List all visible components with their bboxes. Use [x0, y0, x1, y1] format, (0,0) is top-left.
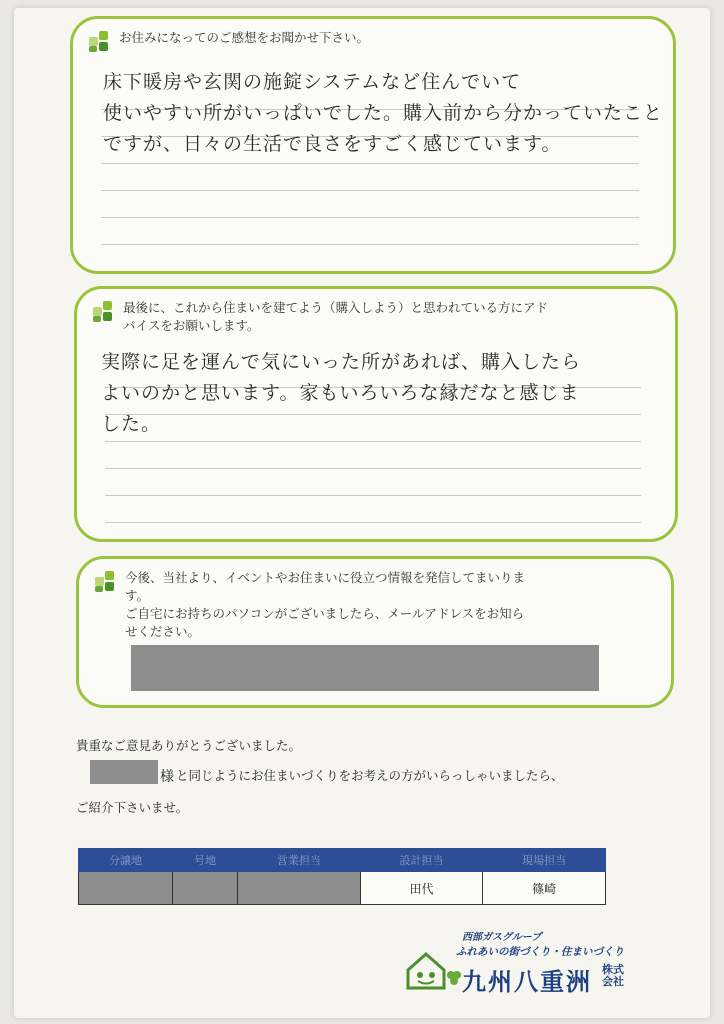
- header-site: 現場担当: [483, 849, 606, 872]
- lot-number-cell: [172, 872, 237, 905]
- design-staff-cell: 田代: [360, 872, 483, 905]
- company-suffix: 株式会社: [602, 963, 624, 988]
- referral-text: と同じようにお住まいづくりをお考えの方がいらっしゃいましたら、: [176, 768, 564, 783]
- company-logo: [400, 928, 660, 1008]
- staff-table: [78, 848, 606, 905]
- advice-section: [74, 286, 678, 542]
- company-name: 九州八重洲: [462, 968, 592, 996]
- impressions-question: お住みになってのご感想をお聞かせ下さい。: [119, 30, 370, 45]
- advice-question: 最後に、これから住まいを建てよう（購入しよう）と思われている方にアド バイスをお願いします。: [123, 300, 549, 333]
- email-section: [76, 556, 674, 708]
- header-lot: 分譲地: [79, 849, 173, 872]
- clover-icon: [446, 970, 462, 986]
- sama-text: 様: [160, 769, 174, 785]
- header-sales: 営業担当: [238, 849, 361, 872]
- header-design: 設計担当: [360, 849, 483, 872]
- tagline: ふれあいの街づくり・住まいづくり: [456, 946, 624, 958]
- questionnaire-page: [14, 8, 710, 1018]
- leaf-bullet-icon: [95, 571, 117, 593]
- impressions-section: [70, 16, 676, 274]
- sales-cell: [238, 872, 361, 905]
- advice-answer: 実際に足を運んで気にいった所があれば、購入したら よいのかと思います。家もいろいろな縁だなと感じま した。: [101, 351, 582, 435]
- customer-name-redaction: [90, 760, 158, 784]
- leaf-bullet-icon: [93, 301, 115, 323]
- header-lot-number: 号地: [172, 849, 237, 872]
- site-staff-cell: 篠崎: [483, 872, 606, 905]
- group-name: 西部ガスグループ: [462, 932, 542, 943]
- lot-cell: [79, 872, 173, 905]
- impressions-answer: 床下暖房や玄関の施錠システムなど住んでいて 使いやすい所がいっぱいでした。購入前から分かっていたこと ですが、日々の生活で良さをすごく感じています。: [103, 71, 664, 155]
- thanks-text: 貴重なご意見ありがとうございました。: [76, 738, 302, 753]
- email-redaction: [131, 645, 599, 691]
- referral-text-2: ご紹介下さいませ。: [76, 800, 189, 815]
- house-logo-icon: [404, 948, 448, 992]
- email-question: 今後、当社より、イベントやお住まいに役立つ情報を発信してまいりま す。 ご自宅にお持ちのパソコンがございましたら、メールアドレスをお知ら せください。: [125, 570, 526, 639]
- leaf-bullet-icon: [89, 31, 111, 53]
